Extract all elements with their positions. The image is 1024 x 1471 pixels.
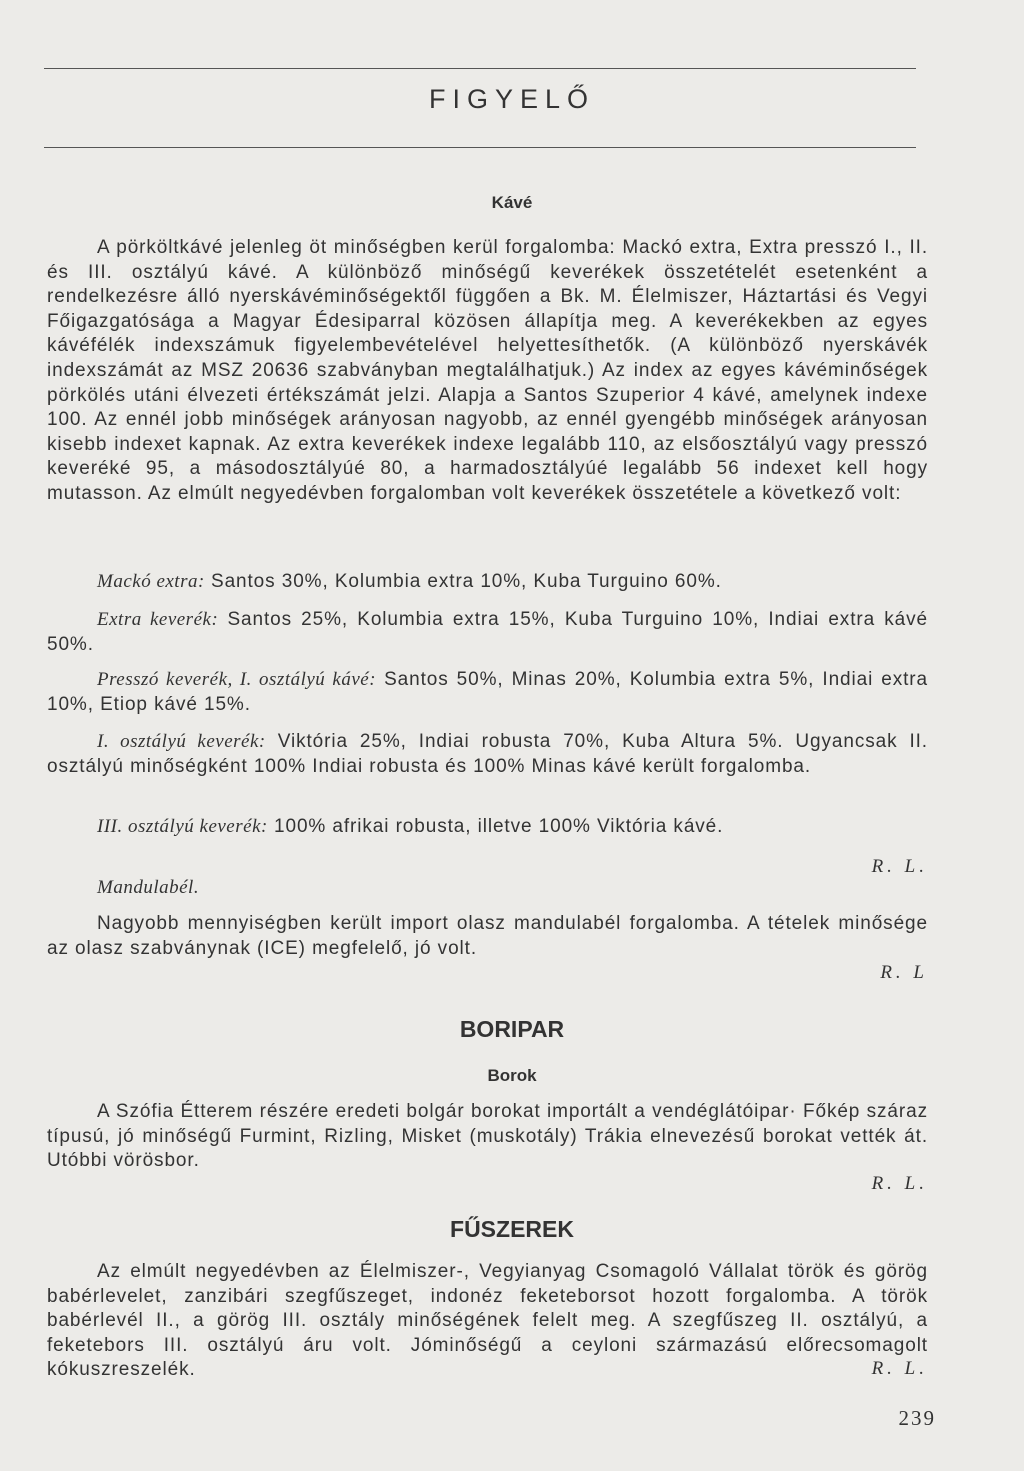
fuszerek-text: Az elmúlt negyedévben az Élelmiszer-, Vegyianyag Csomagoló Vállalat török és görög babérlevelet, zanzibári szegfűszeget, indonéz feketeborsot hozott forgalomba. A török babérlevél II., a görög III. osztály minőségének felelt meg. A szegfűszeg II. osztályú, a feketebors III. osztályú áru volt. Jóminőségű a ceyloni származású előrecsomagolt kókuszreszelék.	[47, 1261, 928, 1381]
borok-paragraph	[47, 1100, 928, 1174]
blend-text: Santos 30%, Kolumbia extra 10%, Kuba Turguino 60%.	[211, 571, 722, 592]
blend-macko-extra	[47, 570, 928, 595]
header-top-rule	[44, 68, 916, 69]
kave-heading: Kávé	[491, 193, 533, 212]
blend-label: III. osztályú keverék:	[97, 816, 268, 837]
blend-first-class	[47, 730, 928, 779]
fuszerek-signature: R. L.	[871, 1358, 928, 1379]
page-header-title: FIGYELŐ	[428, 84, 596, 114]
blend-label: Mackó extra:	[97, 571, 205, 592]
kave-signature: R. L.	[871, 856, 928, 877]
mandula-paragraph	[47, 912, 928, 961]
blend-text: Viktória 25%, Indiai robusta 70%, Kuba Altura 5%. Ugyancsak II. osztályú minőségként 100% Indiai robusta és 100% Minas kávé került forgalomba.	[47, 731, 928, 777]
boripar-title: BORIPAR	[459, 1016, 565, 1042]
header-bottom-rule	[44, 147, 916, 148]
blend-label: Presszó keverék, I. osztályú kávé:	[97, 669, 377, 690]
blend-text: Santos 25%, Kolumbia extra 15%, Kuba Turguino 10%, Indiai extra kávé 50%.	[47, 609, 928, 655]
blend-text: 100% afrikai robusta, illetve 100% Viktória kávé.	[274, 816, 724, 837]
borok-heading: Borok	[487, 1066, 537, 1085]
fuszerek-paragraph	[47, 1260, 928, 1383]
borok-signature: R. L.	[871, 1173, 928, 1194]
mandula-heading: Mandulabél.	[97, 877, 200, 898]
borok-text: A Szófia Étterem részére eredeti bolgár borokat importált a vendéglátóipar· Főkép száraz típusú, jó minőségű Furmint, Rizling, Misket (muskotály) Trákia elnevezésű borokat vették át. Utóbbi vörösbor.	[47, 1101, 928, 1172]
mandula-signature: R. L	[880, 962, 928, 983]
blend-extra	[47, 608, 928, 657]
fuszerek-title: FŰSZEREK	[450, 1216, 574, 1242]
blend-third-class	[47, 815, 928, 840]
page-number: 239	[898, 1406, 936, 1430]
blend-text: Santos 50%, Minas 20%, Kolumbia extra 5%, Indiai extra 10%, Etiop kávé 15%.	[47, 669, 928, 715]
blend-presszo	[47, 668, 928, 717]
mandula-text: Nagyobb mennyiségben került import olasz mandulabél forgalomba. A tételek minősége az olasz szabványnak (ICE) megfelelő, jó volt.	[47, 913, 928, 959]
kave-intro-paragraph	[47, 236, 928, 507]
kave-intro-text: A pörköltkávé jelenleg öt minőségben kerül forgalomba: Mackó extra, Extra presszó I., II. és III. osztályú kávé. A különböző minőségű keverékek összetételét esetenként a rendelkezésre álló nyerskávéminőségektől függően a Bk. M. Élelmiszer, Háztartási és Vegyi Főigazgatósága a Magyar Édesiparral közösen állapítja meg. A keverékekben az egyes kávéfélék indexszámuk figyelembevételével helyettesíthetők. (A különböző nyerskávék indexszámát az MSZ 20636 szabványban megtalálhatjuk.) Az index az egyes kávéminőségek pörkölés utáni élvezeti értékszámát jelzi. Alapja a Santos Szuperior 4 kávé, amelynek indexe 100. Az ennél jobb minőségek arányosan nagyobb, az ennél gyengébb minőségek arányosan kisebb indexet kapnak. Az extra keverékek indexe legalább 110, az elsőosztályú vagy presszó keveréké 95, a másodosztályúé 80, a harmadosztályúé legalább 56 indexet kell hogy mutasson. Az elmúlt negyedévben forgalomban volt keverékek összetétele a következő volt:	[47, 237, 928, 504]
blend-label: Extra keverék:	[97, 609, 219, 630]
blend-label: I. osztályú keverék:	[97, 731, 266, 752]
